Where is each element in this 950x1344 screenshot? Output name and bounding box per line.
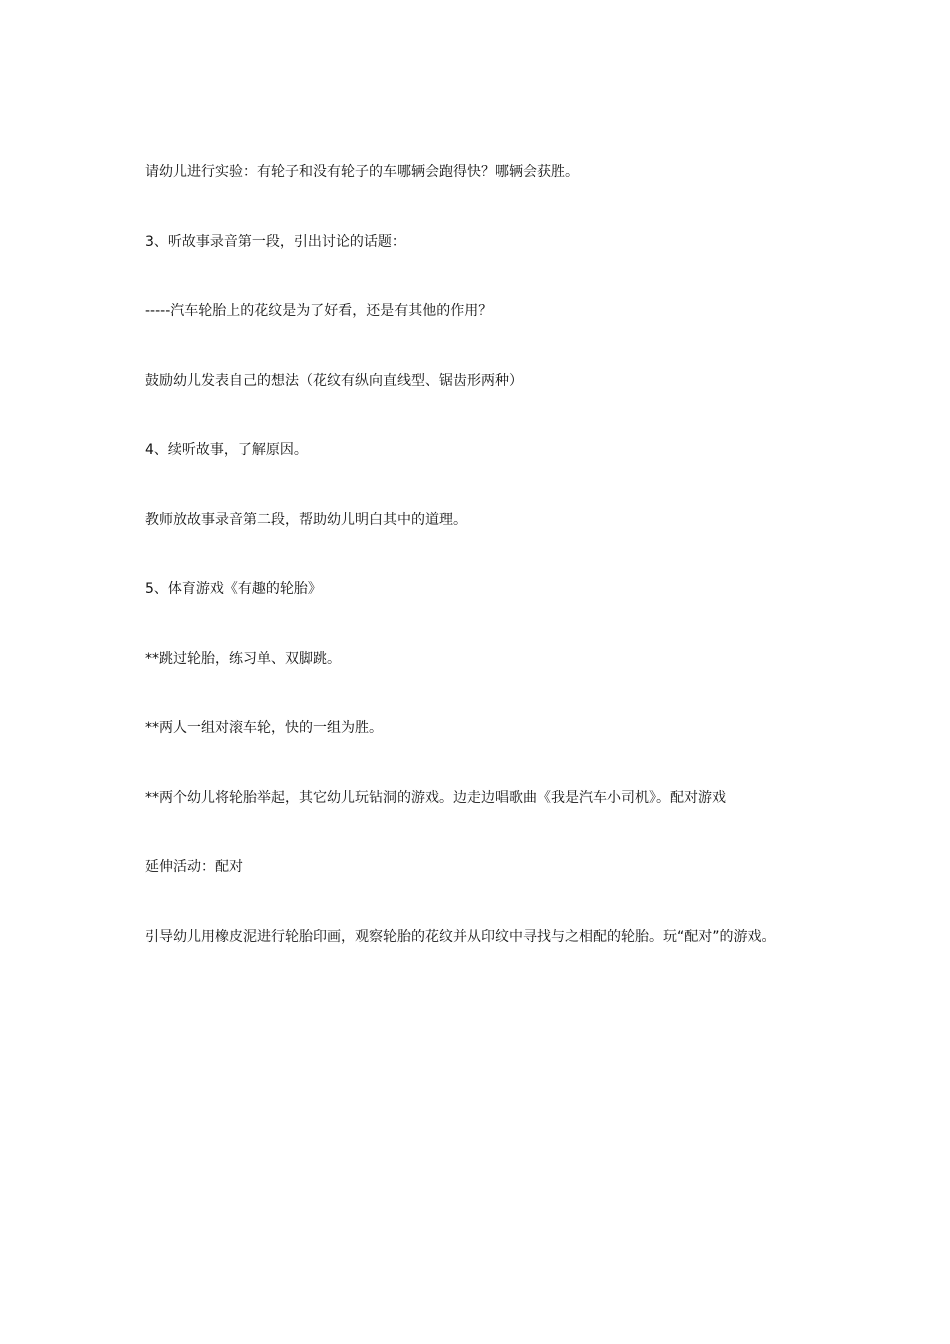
paragraph-experiment: 请幼儿进行实验：有轮子和没有轮子的车哪辆会跑得快？哪辆会获胜。 bbox=[145, 164, 579, 180]
paragraph-game-2: **两人一组对滚车轮，快的一组为胜。 bbox=[145, 720, 383, 736]
paragraph-game-3: **两个幼儿将轮胎举起，其它幼儿玩钻洞的游戏。边走边唱歌曲《我是汽车小司机》。配对游戏 bbox=[145, 790, 726, 806]
paragraph-step-3: 3、听故事录音第一段，引出讨论的话题： bbox=[145, 234, 406, 250]
paragraph-guide: 引导幼儿用橡皮泥进行轮胎印画，观察轮胎的花纹并从印纹中寻找与之相配的轮胎。玩“配对”的游戏。 bbox=[145, 929, 776, 945]
paragraph-extension: 延伸活动：配对 bbox=[145, 859, 243, 875]
paragraph-step-5: 5、体育游戏《有趣的轮胎》 bbox=[145, 581, 322, 597]
paragraph-game-1: **跳过轮胎，练习单、双脚跳。 bbox=[145, 651, 341, 667]
paragraph-question: -----汽车轮胎上的花纹是为了好看，还是有其他的作用？ bbox=[145, 303, 493, 319]
paragraph-teacher: 教师放故事录音第二段，帮助幼儿明白其中的道理。 bbox=[145, 512, 467, 528]
paragraph-encourage: 鼓励幼儿发表自己的想法（花纹有纵向直线型、锯齿形两种） bbox=[145, 373, 523, 389]
paragraph-step-4: 4、续听故事，了解原因。 bbox=[145, 442, 308, 458]
